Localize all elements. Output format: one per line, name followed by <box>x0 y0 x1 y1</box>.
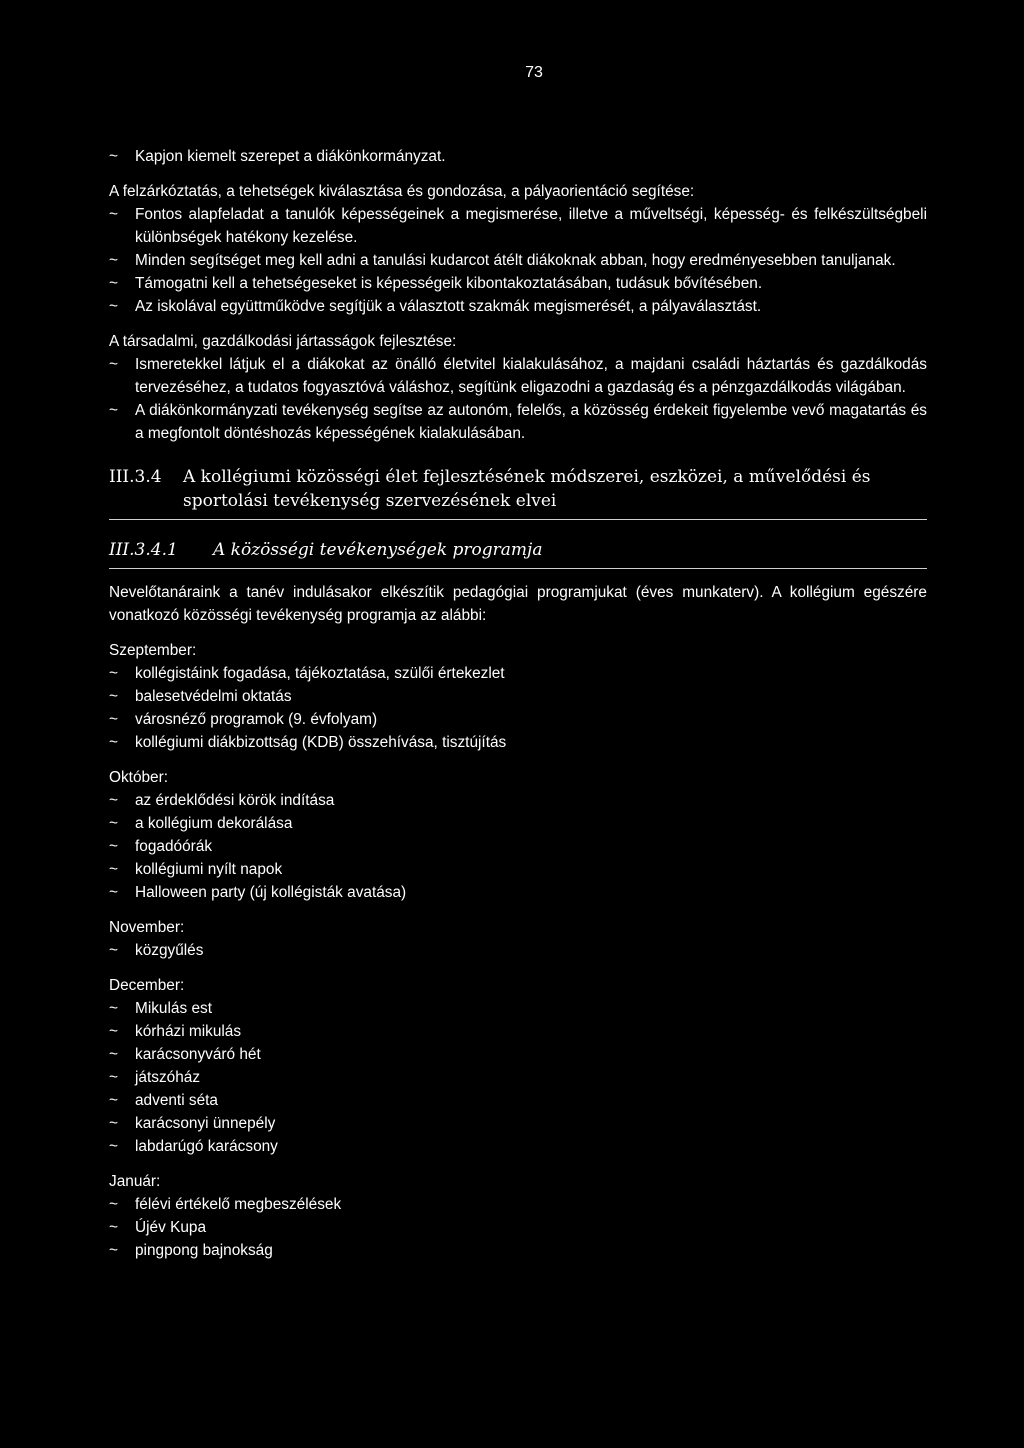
intro-list <box>109 145 927 168</box>
section-heading-text: A kollégiumi közösségi élet fejlesztésének módszerei, eszközei, a művelődési és sportolási tevékenység szervezésének elvei <box>183 467 871 511</box>
list-item: ~ Támogatni kell a tehetségeseket is képességeik kibontakoztatásában, tudásuk bővítésében. <box>109 272 927 295</box>
list-item: ~ balesetvédelmi oktatás <box>109 685 927 708</box>
list-item: ~ karácsonyváró hét <box>109 1043 927 1066</box>
section-heading-number: III.3.4 <box>109 467 162 487</box>
subsection-heading <box>109 538 927 569</box>
list-item: ~ Újév Kupa <box>109 1216 927 1239</box>
list-item: ~ labdarúgó karácsony <box>109 1135 927 1158</box>
list-item: ~ kollégiumi nyílt napok <box>109 858 927 881</box>
month-title-january: Január: <box>109 1173 161 1190</box>
list-item: ~ Kapjon kiemelt szerepet a diákönkormányzat. <box>109 145 927 168</box>
list-item: ~ pingpong bajnokság <box>109 1239 927 1262</box>
program-intro: Nevelőtanáraink a tanév indulásakor elkészítik pedagógiai programjukat (éves munkaterv). A kollégium egészére vonatkozó közösségi tevékenység programja az alábbi: <box>109 584 927 624</box>
list-item: ~ Az iskolával együttműködve segítjük a választott szakmák megismerését, a pályaválasztást. <box>109 295 927 318</box>
january-list <box>109 1193 927 1262</box>
section-title-talent: A felzárkóztatás, a tehetségek kiválasztása és gondozása, a pályaorientáció segítése: <box>109 183 695 200</box>
subsection-heading-number: III.3.4.1 <box>109 540 178 560</box>
december-list <box>109 997 927 1158</box>
list-item: ~ Minden segítséget meg kell adni a tanulási kudarcot átélt diákoknak abban, hogy eredményesebben tanuljanak. <box>109 249 927 272</box>
list-item: ~ fogadóórák <box>109 835 927 858</box>
list-item: ~ Ismeretekkel látjuk el a diákokat az önálló életvitel kialakulásához, a majdani családi háztartás és gazdálkodás tervezéséhez, a tudatos fogyasztóvá váláshoz, segítünk eligazodni a gazdaság és a pénzgazdálkodás világában. <box>109 353 927 399</box>
list-item: ~ játszóház <box>109 1066 927 1089</box>
october-list <box>109 789 927 904</box>
section-title-social: A társadalmi, gazdálkodási jártasságok fejlesztése: <box>109 333 457 350</box>
page-number: 73 <box>525 64 543 81</box>
list-item: ~ kollégiumi diákbizottság (KDB) összehívása, tisztújítás <box>109 731 927 754</box>
list-item: ~ közgyűlés <box>109 939 927 962</box>
subsection-heading-text: A közösségi tevékenységek programja <box>213 540 543 560</box>
social-list <box>109 353 927 445</box>
list-item: ~ kórházi mikulás <box>109 1020 927 1043</box>
list-item: ~ Fontos alapfeladat a tanulók képességeinek a megismerése, illetve a műveltségi, képesség- és felkészültségbeli különbségek hatékony kezelése. <box>109 203 927 249</box>
list-item: ~ Mikulás est <box>109 997 927 1020</box>
month-title-december: December: <box>109 977 185 994</box>
list-item: ~ városnéző programok (9. évfolyam) <box>109 708 927 731</box>
list-item: ~ a kollégium dekorálása <box>109 812 927 835</box>
month-title-october: Október: <box>109 769 169 786</box>
list-item: ~ A diákönkormányzati tevékenység segítse az autonóm, felelős, a közösség érdekeit figyelembe vevő magatartás és a megfontolt döntéshozás képességének kialakulásában. <box>109 399 927 445</box>
list-item: ~ karácsonyi ünnepély <box>109 1112 927 1135</box>
list-item: ~ az érdeklődési körök indítása <box>109 789 927 812</box>
month-title-september: Szeptember: <box>109 642 197 659</box>
section-heading <box>109 465 927 520</box>
document-body <box>109 145 927 1262</box>
talent-list <box>109 203 927 318</box>
list-item: ~ félévi értékelő megbeszélések <box>109 1193 927 1216</box>
list-item: ~ adventi séta <box>109 1089 927 1112</box>
list-item: ~ Halloween party (új kollégisták avatása) <box>109 881 927 904</box>
list-item: ~ kollégistáink fogadása, tájékoztatása, szülői értekezlet <box>109 662 927 685</box>
month-title-november: November: <box>109 919 185 936</box>
september-list <box>109 662 927 754</box>
november-list <box>109 939 927 962</box>
